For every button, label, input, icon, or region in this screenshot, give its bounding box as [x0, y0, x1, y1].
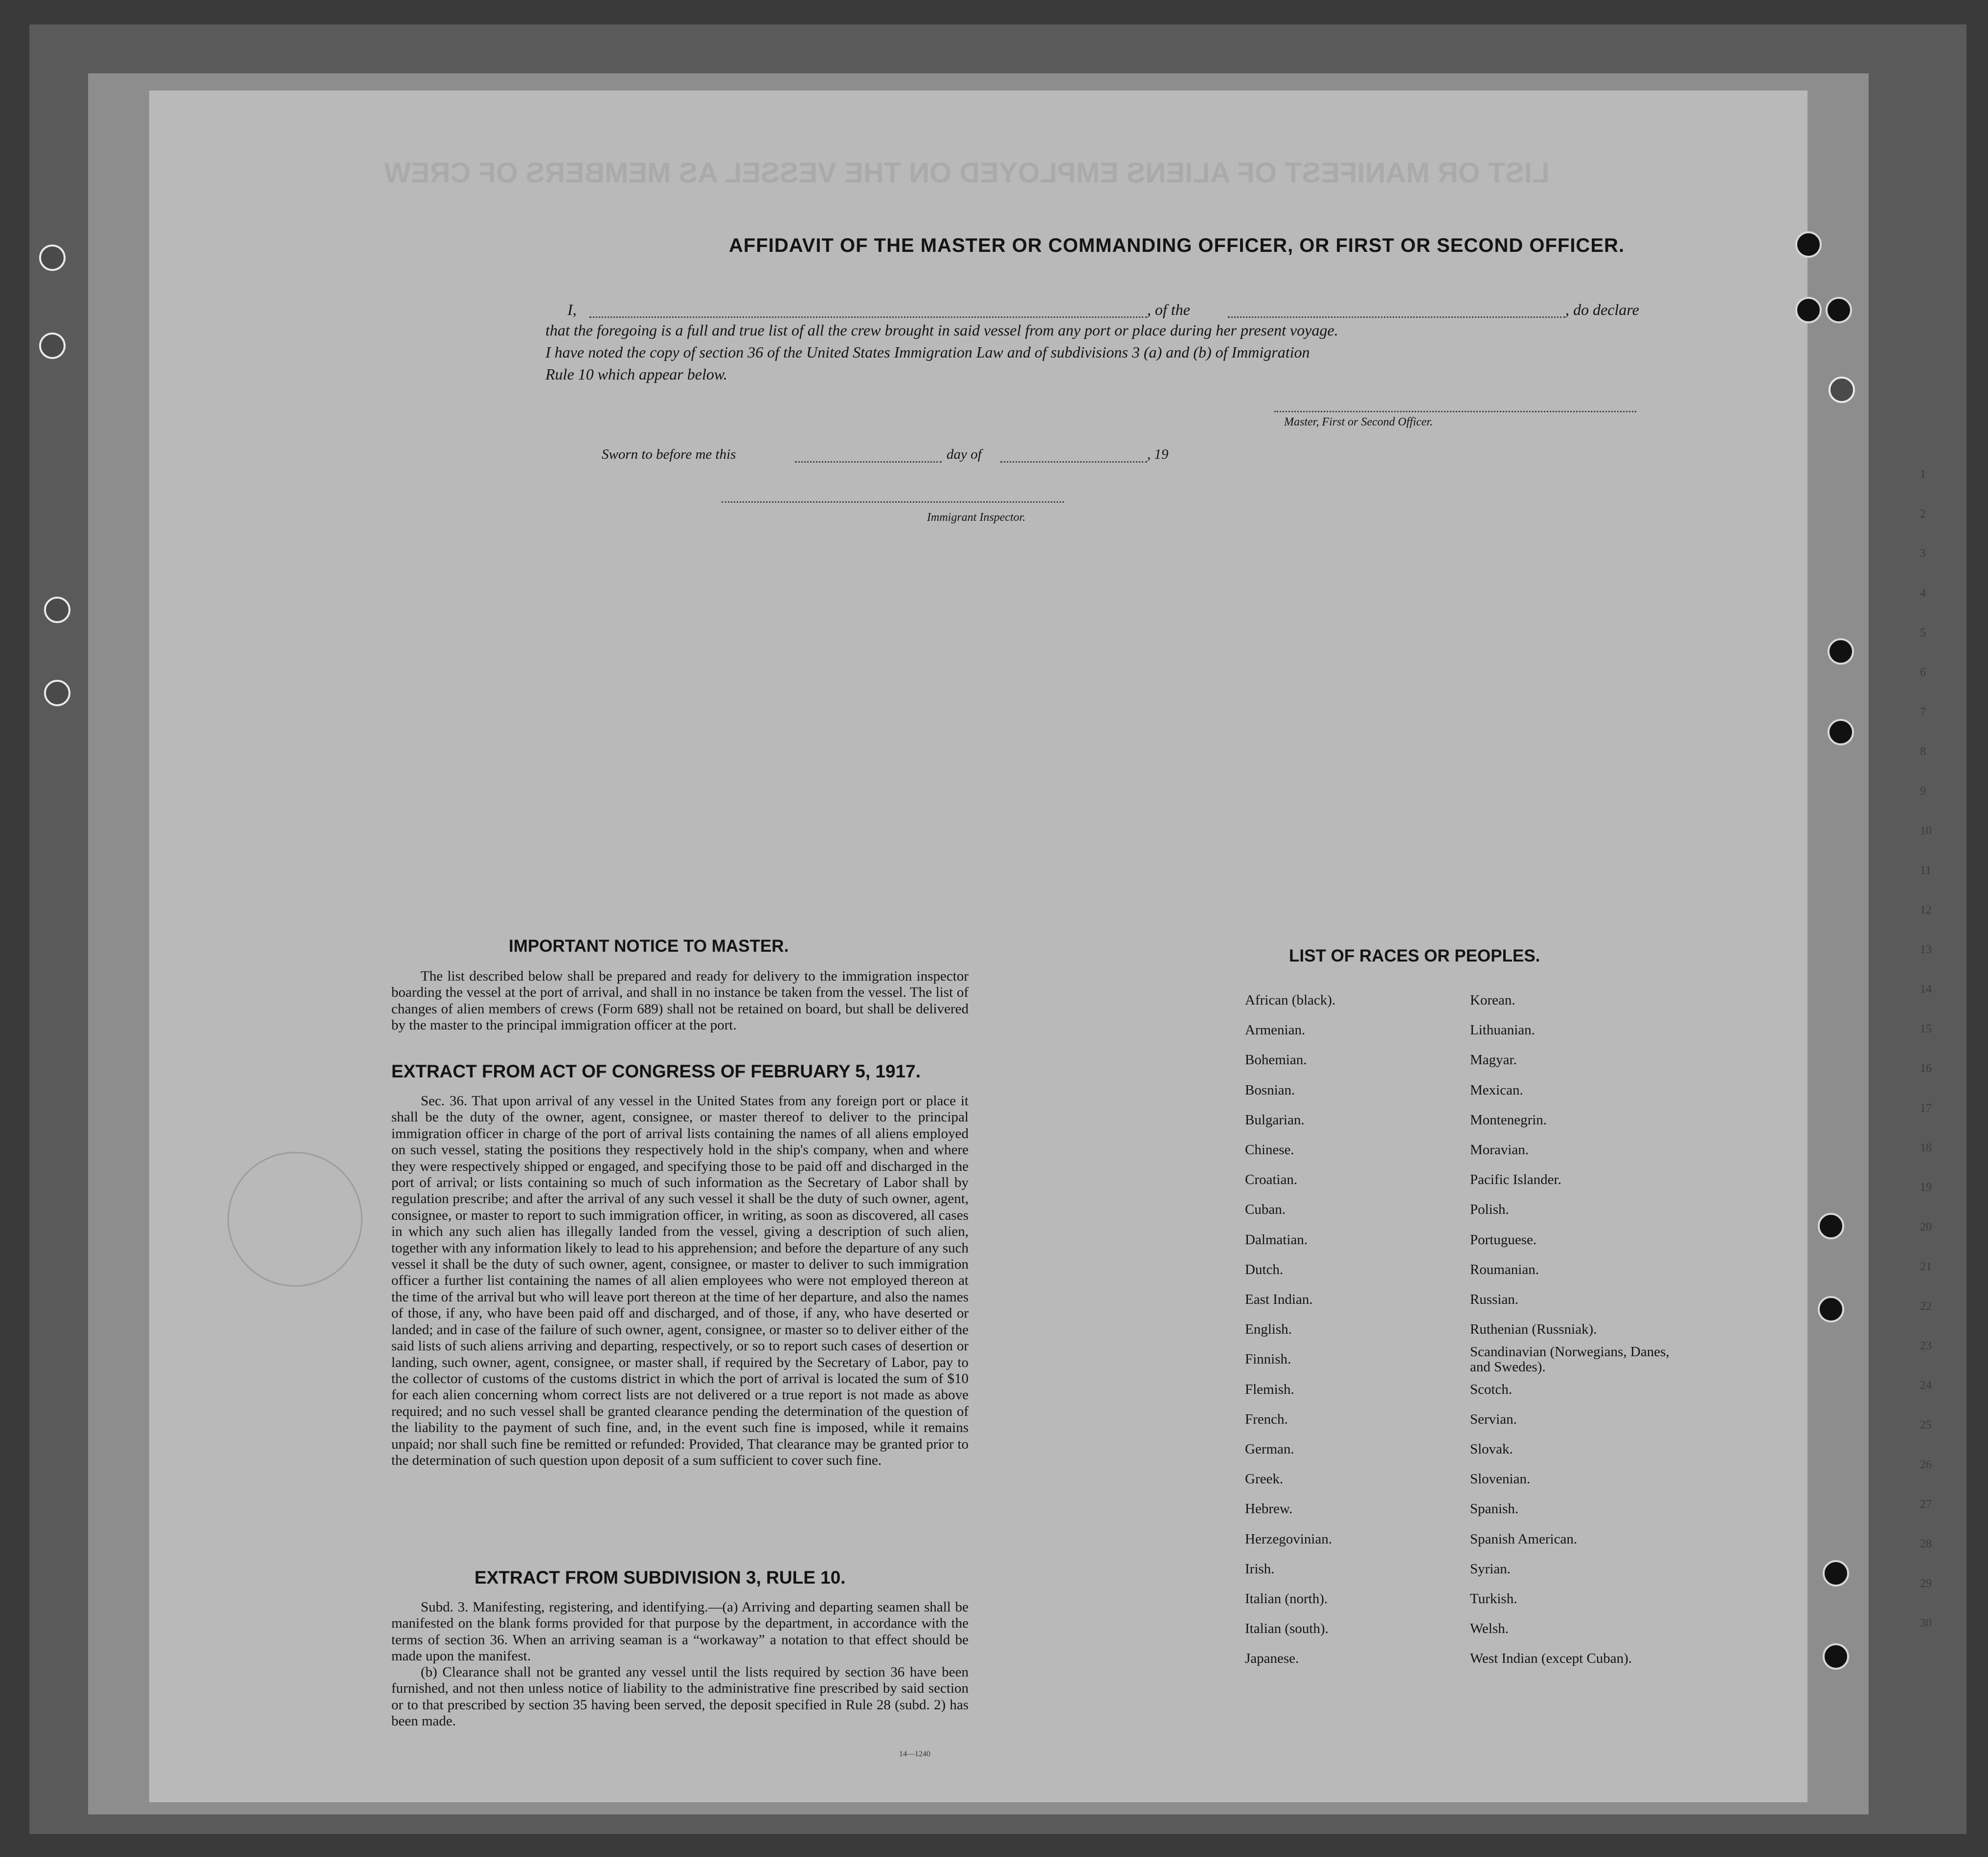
- extract-act-title: EXTRACT FROM ACT OF CONGRESS OF FEBRUARY 5, 1917.: [391, 1061, 921, 1081]
- list-item: Herzegovinian.: [1245, 1531, 1332, 1547]
- extract-rule-body-b: (b) Clearance shall not be granted any vessel until the lists required by section 36 have been furnished, and not then unless notice of liability to the administrative fine prescribed by said section or to that prescribed by section 35 having been served, the deposit specified in Rule 28 (subd. 2) has been made.: [391, 1664, 969, 1729]
- extract-act-body: Sec. 36. That upon arrival of any vessel in the United States from any foreign port or place it shall be the duty of the owner, agent, consignee, or master thereof to deliver to the principal immigration officer in charge of the port of arrival lists containing the names of all aliens employed on such vessel, stating the positions they respectively hold in the ship's company, when and where they were respectively shipped or engaged, and specifying those to be paid off and discharged in the port of arrival; or lists containing so much of such information as the Secretary of Labor shall by regulation prescribe; and after the arrival of any such vessel it shall be the duty of such owner, agent, consignee, or master to report to such immigration officer, in writing, as soon as discovered, all cases in which any such alien has illegally landed from the vessel, giving a description of such alien, together with any information likely to lead to his apprehension; and before the departure of any such vessel it shall be the duty of such owner, agent, consignee, or master to deliver to such immigration officer a further list containing the names of all alien employees who were not employed thereon at the time of the arrival but who will leave port thereon at the time of her departure, and also the names of those, if any, who have been paid off and discharged, and of those, if any, who have deserted or landed; and in case of the failure of such owner, agent, consignee, or master so to deliver either of the said lists of such aliens arriving and departing, respectively, or so to report such cases of desertion or landing, such owner, agent, consignee, or master shall, if required by the Secretary of Labor, pay to the collector of customs of the customs district in which the port of arrival is located the sum of $10 for each alien concerning whom correct lists are not delivered or a true report is not made as above required; and no such vessel shall be granted clearance pending the determination of the question of the liability to the payment of such fine, and, in the event such fine is imposed, while it remains unpaid; nor shall such fine be remitted or refunded: Provided, That clearance may be granted prior to the determination of such question upon deposit of a sum sufficient to cover such fine.: [391, 1093, 969, 1468]
- binder-hole: [39, 245, 66, 271]
- list-item: Armenian.: [1245, 1022, 1306, 1038]
- list-item: Scotch.: [1470, 1381, 1513, 1397]
- affidavit-line-4: Rule 10 which appear below.: [545, 365, 727, 383]
- binder-hole: [1828, 638, 1854, 665]
- binder-hole: [1826, 297, 1852, 323]
- list-item: Greek.: [1245, 1471, 1284, 1487]
- list-item: Pacific Islander.: [1470, 1172, 1561, 1188]
- affidavit-title: AFFIDAVIT OF THE MASTER OR COMMANDING OFFICER, OR FIRST OR SECOND OFFICER.: [729, 235, 1625, 256]
- list-item: Roumanian.: [1470, 1261, 1539, 1277]
- form-page: [149, 90, 1932, 1802]
- list-item: Welsh.: [1470, 1621, 1509, 1637]
- list-item: Italian (south).: [1245, 1621, 1329, 1637]
- binder-hole: [1795, 297, 1822, 323]
- binder-hole: [1818, 1296, 1844, 1322]
- affidavit-of-the-label: , of the: [1147, 301, 1190, 318]
- races-right-column: [1470, 985, 1685, 1674]
- list-item: Cuban.: [1245, 1202, 1286, 1218]
- list-item: English.: [1245, 1321, 1292, 1338]
- form-code: 14—1240: [899, 1750, 930, 1758]
- list-item: Servian.: [1470, 1411, 1517, 1427]
- races-left-column: [1245, 985, 1335, 1674]
- master-name-field[interactable]: [589, 316, 1147, 318]
- inspector-signature-label: Immigrant Inspector.: [927, 511, 1026, 524]
- list-item: Bohemian.: [1245, 1052, 1307, 1068]
- list-item: Portuguese.: [1470, 1231, 1537, 1248]
- showthrough-row-numbers: 1 2 3 4 5 6 7 8 9 10 11 12 13 14 15 16 17 18 19 20 21 22 23 24 25 26 27 28 29 30: [1920, 468, 1932, 1630]
- notice-body: The list described below shall be prepared and ready for delivery to the immigration inspector boarding the vessel at the port of arrival, and shall in no instance be taken from the vessel. The list of changes of alien members of crews (Form 689) shall not be retained on board, but shall be delivered by the master to the principal immigration officer at the port.: [391, 968, 969, 1033]
- affidavit-line-3: I have noted the copy of section 36 of the United States Immigration Law and of subdivisions 3 (a) and (b) of Immigration: [545, 343, 1310, 361]
- affidavit-i-label: I,: [567, 301, 577, 318]
- list-item: Dutch.: [1245, 1261, 1284, 1277]
- faint-circular-stamp: [227, 1152, 362, 1287]
- master-signature-line[interactable]: [1274, 411, 1636, 412]
- list-item: Irish.: [1245, 1561, 1275, 1577]
- extract-rule-title: EXTRACT FROM SUBDIVISION 3, RULE 10.: [474, 1567, 846, 1588]
- list-item: Slovak.: [1470, 1441, 1513, 1457]
- extract-rule-body-a: Subd. 3. Manifesting, registering, and identifying.—(a) Arriving and departing seamen shall be manifested on the blank forms provided for that purpose by the department, in accordance with the terms of section 36. When an arriving seaman is a “workaway” a notation to that effect should be made upon the manifest.: [391, 1599, 969, 1664]
- list-item: Italian (north).: [1245, 1591, 1328, 1607]
- list-item: Lithuanian.: [1470, 1022, 1535, 1038]
- list-item: Finnish.: [1245, 1351, 1291, 1367]
- day-of-label: day of: [947, 447, 982, 462]
- year-label: , 19: [1147, 447, 1169, 462]
- list-item: Ruthenian (Russniak).: [1470, 1321, 1597, 1338]
- list-item: Moravian.: [1470, 1142, 1529, 1158]
- binder-hole: [1828, 719, 1854, 745]
- list-item: Polish.: [1470, 1202, 1509, 1218]
- list-item: Montenegrin.: [1470, 1112, 1547, 1128]
- list-item: Spanish.: [1470, 1501, 1519, 1517]
- vessel-name-field[interactable]: [1228, 316, 1565, 318]
- sworn-day-field[interactable]: [795, 461, 942, 463]
- inspector-signature-line[interactable]: [722, 501, 1064, 503]
- list-item: Syrian.: [1470, 1561, 1511, 1577]
- affidavit-declare-label: , do declare: [1565, 301, 1639, 318]
- list-item: Russian.: [1470, 1292, 1519, 1308]
- binder-hole: [44, 597, 70, 623]
- list-item: Scandinavian (Norwegians, Danes, and Swedes).: [1470, 1344, 1670, 1375]
- list-item: Chinese.: [1245, 1142, 1294, 1158]
- list-item: Bosnian.: [1245, 1082, 1295, 1098]
- list-item: Spanish American.: [1470, 1531, 1578, 1547]
- binder-hole: [1823, 1643, 1849, 1670]
- list-item: Slovenian.: [1470, 1471, 1531, 1487]
- showthrough-list-title: LIST OR MANIFEST OF ALIENS EMPLOYED ON THE VESSEL AS MEMBERS OF CREW: [384, 157, 1550, 189]
- list-item: French.: [1245, 1411, 1288, 1427]
- binder-hole: [1829, 377, 1855, 403]
- list-item: African (black).: [1245, 992, 1336, 1008]
- list-item: East Indian.: [1245, 1292, 1313, 1308]
- list-item: Japanese.: [1245, 1651, 1299, 1667]
- list-item: West Indian (except Cuban).: [1470, 1651, 1632, 1667]
- list-item: Bulgarian.: [1245, 1112, 1305, 1128]
- list-item: Flemish.: [1245, 1381, 1294, 1397]
- sworn-label: Sworn to before me this: [602, 447, 736, 462]
- list-item: Croatian.: [1245, 1172, 1298, 1188]
- binder-hole: [1818, 1213, 1844, 1239]
- list-item: Hebrew.: [1245, 1501, 1293, 1517]
- binder-hole: [1795, 231, 1822, 258]
- list-item: Magyar.: [1470, 1052, 1517, 1068]
- master-signature-label: Master, First or Second Officer.: [1284, 416, 1433, 428]
- binder-hole: [44, 680, 70, 706]
- binder-hole: [1823, 1560, 1849, 1587]
- list-item: Dalmatian.: [1245, 1231, 1308, 1248]
- binder-hole: [39, 333, 66, 359]
- list-item: Turkish.: [1470, 1591, 1517, 1607]
- list-item: Korean.: [1470, 992, 1515, 1008]
- affidavit-line-2: that the foregoing is a full and true list of all the crew brought in said vessel from any port or place during her present voyage.: [545, 321, 1338, 339]
- list-item: Mexican.: [1470, 1082, 1523, 1098]
- sworn-month-field[interactable]: [1000, 461, 1147, 463]
- notice-title: IMPORTANT NOTICE TO MASTER.: [509, 937, 789, 956]
- races-title: LIST OF RACES OR PEOPLES.: [1289, 946, 1540, 965]
- list-item: German.: [1245, 1441, 1294, 1457]
